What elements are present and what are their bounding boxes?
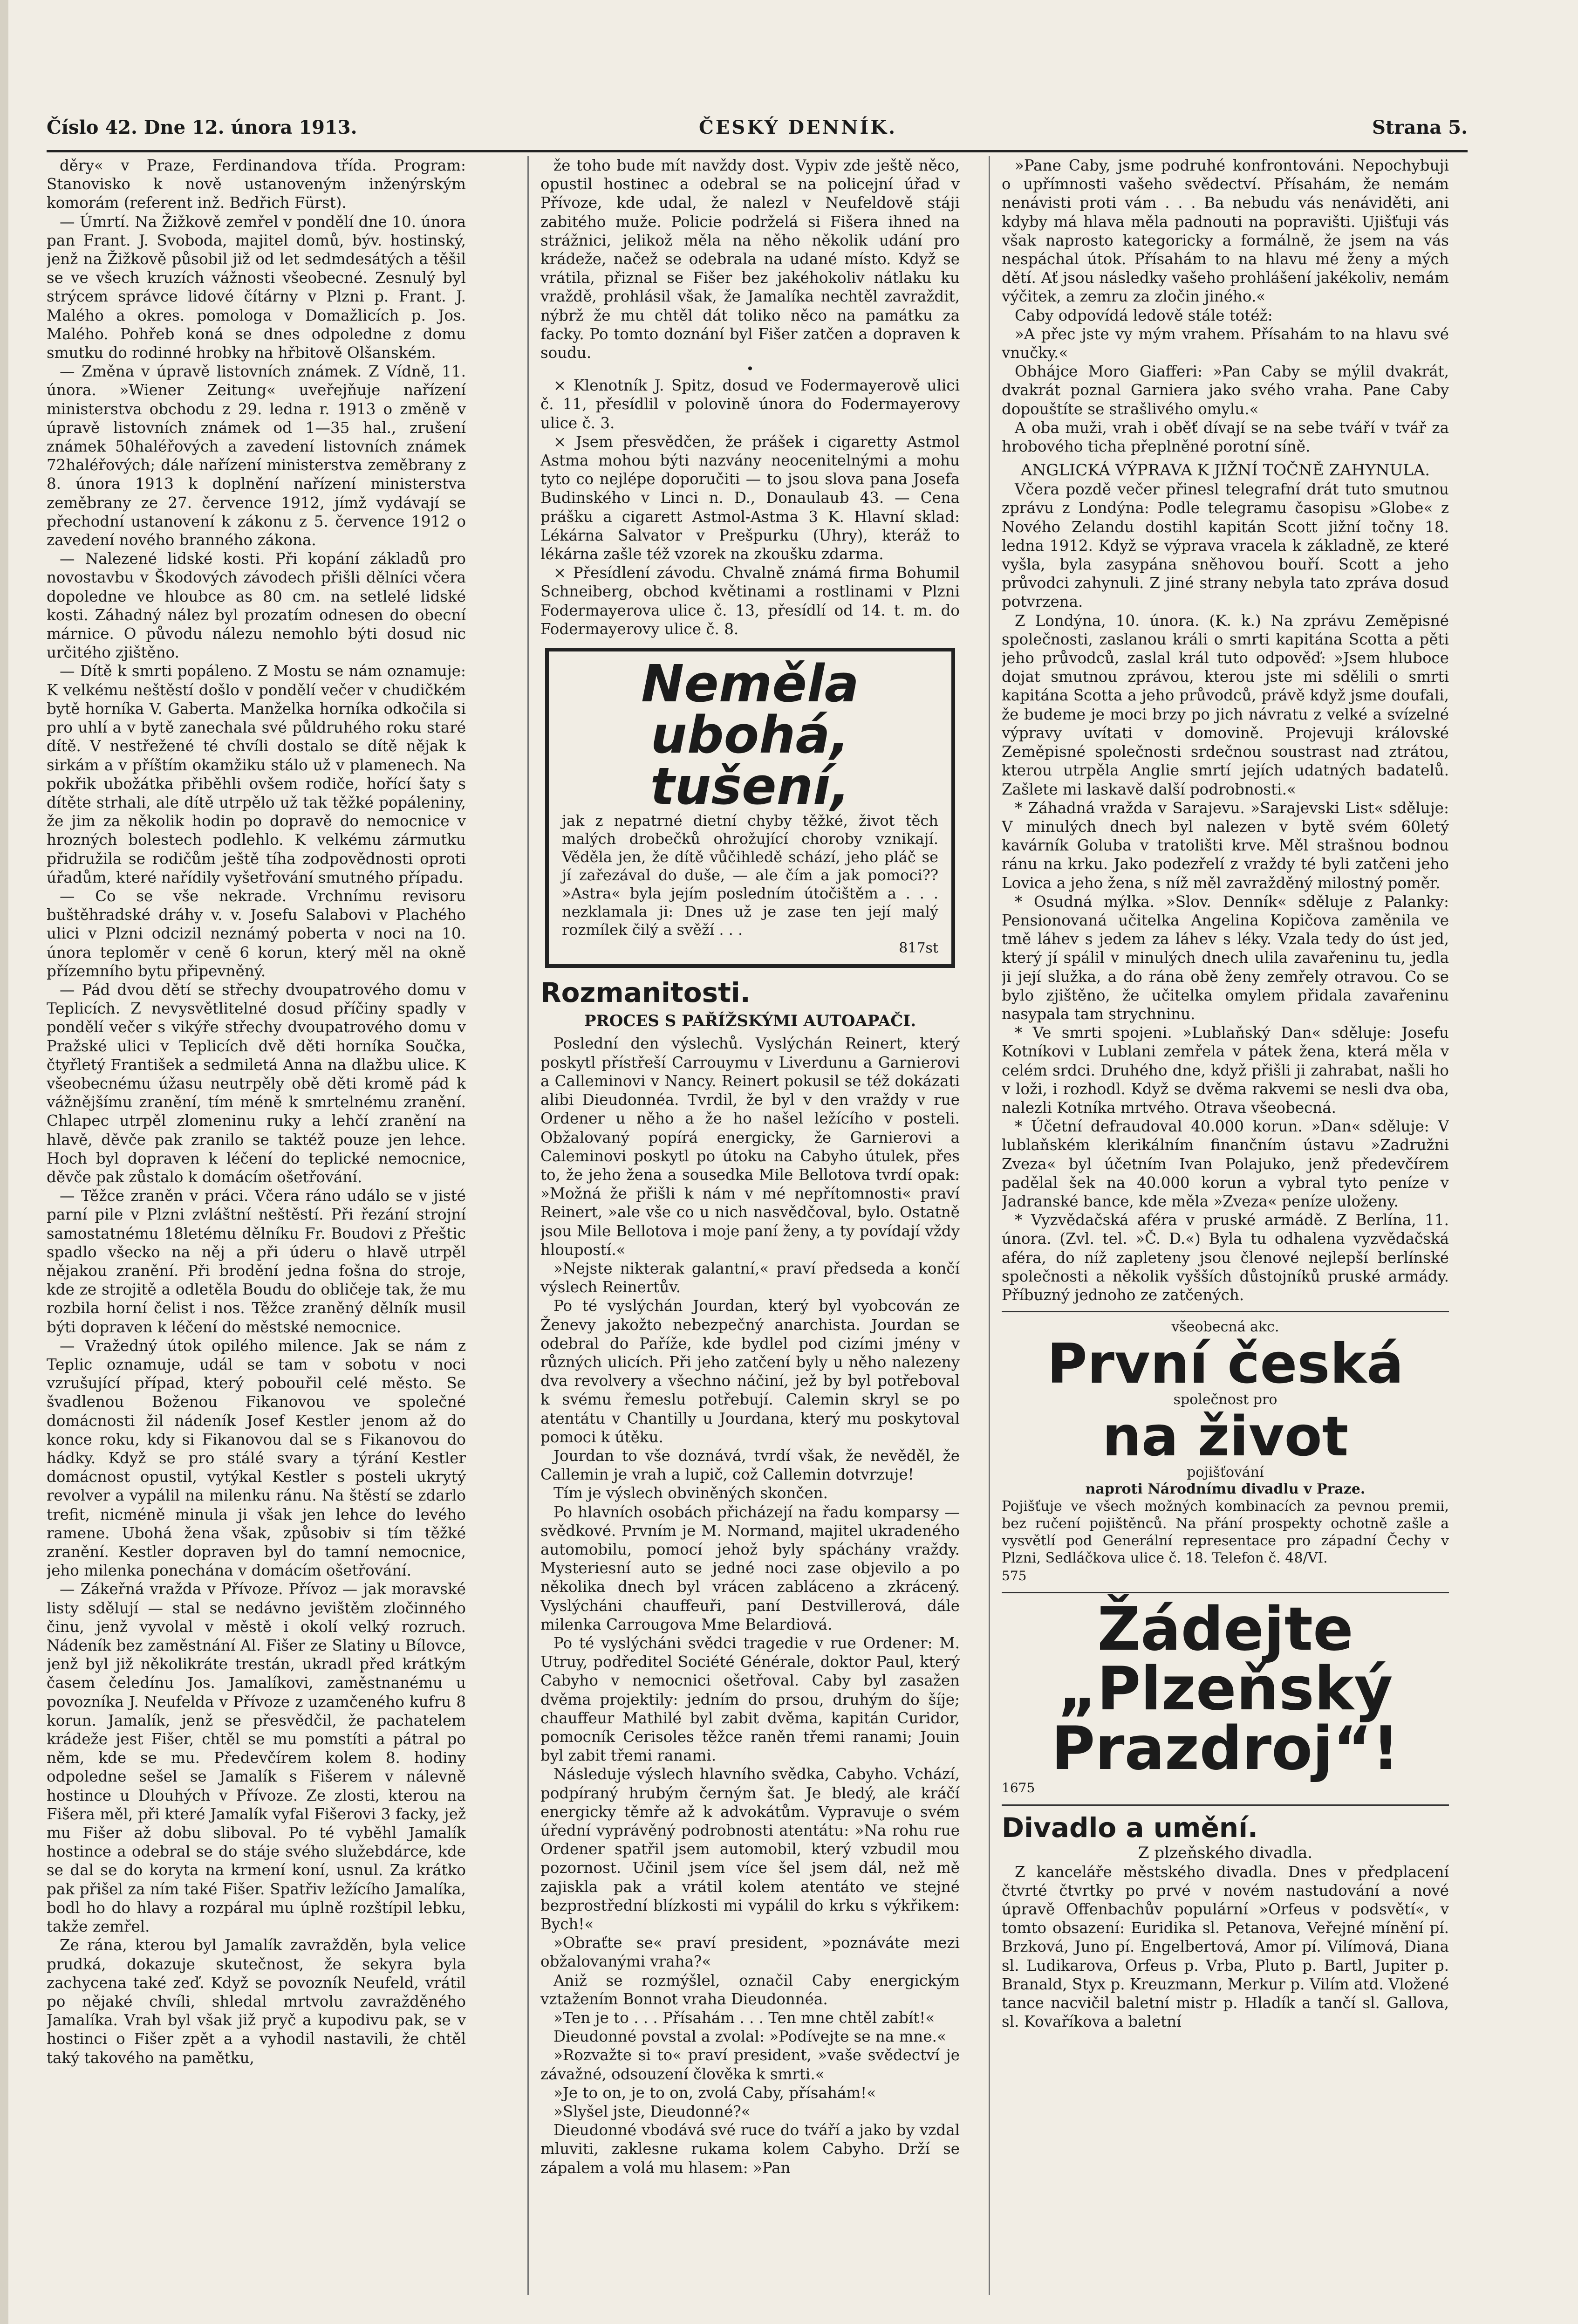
article-paragraph: * Ve smrti spojeni. »Lublaňský Dan« sděluje: Josefu Kotníkovi v Lublani zemřela v pátek žena, která měla v celém srdci. Druhého dne, když přišli ji zahrabat, našli ho v loži, i rozhodl. Když se dvěma rakvemi se nesli dva oba, nalezli Kotníka mrtvého. Otrava všeobecná. bbox=[1002, 1024, 1449, 1117]
divider bbox=[1002, 1804, 1449, 1806]
article-paragraph: Z kanceláře městského divadla. Dnes v předplacení čtvrté čtvrtky po prvé v novém nastudování a nové úpravě Offenbachův populární »Orfeus v podsvětí«, v tomto obsazení: Euridika sl. Petanova, Veřejné mínění pí. Brzková, Juno pí. Engelbertová, Amor pí. Vilímová, Diana sl. Ludikarova, Orfeus p. Vrba, Pluto p. Bartl, Jupiter p. Branald, Styx p. Kreuzmann, Merkur p. Vilím atd. Vložené tance nacvičil baletní mistr p. Hladík a tančí sl. Gallova, sl. Kovaříkova a baletní bbox=[1002, 1863, 1449, 2031]
insurance-advertisement bbox=[1002, 1319, 1449, 1585]
article-paragraph: — Dítě k smrti popáleno. Z Mostu se nám oznamuje: K velkému neštěstí došlo v pondělí večer v chudičkém bytě horníka V. Gaberta. Manželka horníka odkočila si pro uhlí a v bytě zanechala své půldruhého roku staré dítě. V nestřežené té chvíli dostalo se dítě nějak k sirkám a v příštím okamžiku stálo už v plamenech. Na pokřik ubožátka přiběhli ovšem rodiče, hořící šaty s dítěte strhali, ale dítě utrpělo už tak těžké popáleniny, že jim za několik hodin po dopravě do nemocnice v hrozných bolestech podlehlo. K velkému zármutku přidružila se rodičům ještě tíha zodpovědnosti oproti úřadům, které nařídily vyšetřování smutného případu. bbox=[47, 662, 466, 886]
article-paragraph: »Pane Caby, jsme podruhé konfrontováni. Nepochybuji o upřímnosti vašeho svědectví. Přísahám, že nemám nenávisti proti vám . . . Ba nebudu vás nenáviděti, ani kdyby má hlava měla padnouti na popravišti. Ujišťuji vás však naprosto kategoricky a formálně, že jsem na vás nespáchal útok. Přísahám to na hlavu mé ženy a mých dětí. Ať jsou následky vašeho prohlášení jakékoliv, nemám výčitek, a zemru za zločin jiného.« bbox=[1002, 157, 1449, 306]
article-paragraph: Dieudonné vbodává své ruce do tváří a jako by vzdal mluviti, zaklesne rukama kolem Cabyho. Drží se zápalem a volá mu hlasem: »Pan bbox=[540, 2121, 960, 2177]
article-paragraph: »Rozvažte si to« praví president, »vaše svědectví je závažné, odsouzení člověka k smrti.« bbox=[540, 2046, 960, 2083]
ad-code: 1675 bbox=[1002, 1780, 1035, 1796]
separator-mark: • bbox=[746, 361, 754, 377]
ad-text: Pojišťuje ve všech možných kombinacích za pevnou premii, bez ručení pojištěnců. Na přání prospekty ochotně zašle a vysvětlí pod Generální representace pro západní Čechy v Plzni, Sedláčkova ulice č. 18. Telefon č. 48/VI. bbox=[1002, 1498, 1449, 1567]
article-paragraph: »Nejste nikterak galantní,« praví předseda a končí výslech Reinertův. bbox=[540, 1259, 960, 1296]
article-paragraph: — Zákeřná vražda v Přívoze. Přívoz — jak moravské listy sdělují — stal se nedávno jevištěm zločinného činu, jenž vyvolal v městě i okolí velký rozruch. Nádeník bez zaměstnání Al. Fišer ze Slatiny u Bílovce, jenž byl již několikráte trestán, ukradl před krátkým časem čeledínu Jos. Jamalíkovi, zaměstnanému u povozníka J. Neufelda v Přívoze z uzamčeného kufru 8 korun. Jamalík, jenž se přesvědčil, že pachatelem krádeže jest Fišer, chtěl se mu pomstíti a pátral po něm, kde se mu. Předevčírem kolem 8. hodiny odpoledne sešel se Jamalík s Fišerem v nálevně hostince u Dlouhých v Přívoze. Ze zlosti, kterou na Fišera měl, při které Jamalík vyfal Fišerovi 3 facky, jež mu Fišer až dobu sliboval. Po té vyběhl Jamalík hostince a odebral se do stáje svého služebdárce, kde se dal se do koryta na krmení koní, usnul. Za krátko pak přišel za ním také Fišer. Spatřiv ležícího Jamalíka, bodl ho do hlavy a rozpáral mu úplně rozštípil lebku, takže zemřel. bbox=[47, 1580, 466, 1936]
section-heading: Rozmanitosti. bbox=[540, 977, 751, 1009]
newspaper-title: ČESKÝ DENNÍK. bbox=[699, 117, 897, 138]
article-paragraph: — Úmrtí. Na Žižkově zemřel v pondělí dne 10. února pan Frant. J. Svoboda, majitel domů, býv. hostinský, jenž na Žižkově působil již od let sedmdesátých a těšil se ve všech kruzích vážnosti všeobecné. Zesnulý byl strýcem správce lidové čítárny v Plzni p. Frant. J. Malého a okres. pomologa v Domažlicích p. Jos. Malého. Pohřeb koná se dnes odpoledne z domu smutku do rodinné hrobky na hřbitově Olšanském. bbox=[47, 213, 466, 362]
ad-headline: Prazdroj“! bbox=[1051, 1714, 1400, 1784]
column-2 bbox=[540, 156, 960, 2295]
page-number: Strana 5. bbox=[1372, 117, 1468, 138]
column-1 bbox=[47, 156, 466, 2295]
divider bbox=[1002, 1592, 1449, 1593]
article-paragraph: — Vražedný útok opilého milence. Jak se nám z Teplic oznamuje, udál se tam v sobotu v noci vzrušující případ, který pobouřil celé město. Se švadlenou Boženou Fikanovou ve společné domácnosti žil nádeník Josef Kestler jenom až do konce roku, kdy si Fikanovou dal se s Fikanovou do hádky. Když se pro stálé svary a týrání Kestler domácnost opustil, vytýkal Kestler s posteli ukrytý revolver a vypálil na milenku ránu. Na štěstí se zdarlo trefit, nicméně minula ji však jen lehce do levého ramene. Ubohá žena však, způsobiv si tím těžké zranění. Kestler dopraven byl do tamní nemocnice, jeho milenka ponechána v domácím ošetřování. bbox=[47, 1337, 466, 1580]
article-paragraph: Poslední den výslechů. Vyslýchán Reinert, který poskytl přístřeší Carrouymu v Liverdunu a Garnierovi a Calleminovi v Nancy. Reinert pokusil se též dokázati alibi Dieudonnéa. Tvrdil, že byl v den vraždy v rue Ordener u něho a že ho našel ležícího v posteli. Obžalovaný popírá energicky, že Garnierovi a Caleminovi poskytl po útoku na Cabyho útulek, přes to, že jeho žena a sousedka Mile Bellotova tvrdí opak: »Možná že přišli k nám v mé nepřítomnosti« praví Reinert, »ale vše co u nich nasvědčoval, bylo. Ostatně jsou Mile Bellotova i moje paní ženy, a ty povídají vždy hloupostí.« bbox=[540, 1035, 960, 1259]
notice-paragraph: × Klenotník J. Spitz, dosud ve Fodermayerově ulici č. 11, přesídlil v polovině února do Fodermayerovy ulice č. 3. bbox=[540, 377, 960, 432]
article-paragraph: — Změna v úpravě listovních známek. Z Vídně, 11. února. »Wiener Zeitung« uveřejňuje nařízení ministerstva obchodu z 29. ledna r. 1913 o změně v úpravě listovních známek od 1—35 hal., zrušení známek 50haléřových a zavedení listovních známek 72haléřových; dále nařízení ministerstva zeměbrany z 8. února 1913 k doplnění nařízení ministerstva zeměbrany ze 27. července 1912, jímž vydávají se přechodní ustanovení k zákonu z 5. července 1912 o zavedení nového branného zákona. bbox=[47, 363, 466, 549]
article-paragraph: Obhájce Moro Giafferi: »Pan Caby se mýlil dvakrát, dvakrát poznal Garniera jako svého vraha. Pane Caby dopouštíte se strašlivého omylu.« bbox=[1002, 363, 1449, 418]
article-paragraph: Po hlavních osobách přicházejí na řadu komparsy — svědkové. Prvním je M. Normand, majitel ukradeného automobilu, pomocí jehož byly spáchány vraždy. Mysteriesní auto se jedné noci zase objevilo a po několika dnech byl vrácen zabláceno a zkrácený. Vyslýcháni chauffeuři, paní Destvillerová, dále milenka Carrougova Mme Belardiová. bbox=[540, 1503, 960, 1633]
section-heading: Divadlo a umění. bbox=[1002, 1811, 1258, 1844]
article-paragraph: Jourdan to vše doznává, tvrdí však, že nevěděl, že Callemin je vrah a lupič, což Callemin dotvrzuje! bbox=[540, 1447, 960, 1484]
article-paragraph: že toho bude mít navždy dost. Vypiv zde ještě něco, opustil hostinec a odebral se na policejní úřad v Přívoze, kde udal, že nalezl v Neufeldově stáji zabitého muže. Policie podrželá si Fišera ihned na strážnici, jelikož měla na něho několik udání pro krádeže, načež se odebrala na udané místo. Když se vrátila, přiznal se Fišer bez jakéhokoliv nátlaku ku vraždě, prohlásil však, že Jamalíka nechtěl zavraždit, nýbrž že mu chtěl dát toliko něco na památku za facky. Po tomto doznání byl Fišer zatčen a dopraven k soudu. bbox=[540, 157, 960, 362]
article-paragraph: — Pád dvou dětí se střechy dvoupatrového domu v Teplicích. Z nevysvětlitelné dosud příčiny spadly v pondělí večer s vikýře střechy dvoupatrového domu v Pražské ulici v Teplicích dvě děti horníka Součka, čtyřletý František a sedmiletá Anna na dlažbu ulice. K všeobecnému úžasu neutrpěly obě děti kromě pád k vážnějšímu zranění, tím méně k smrtelnému zranění. Chlapec utrpěl zlomeninu ruky a lehčí zranění na hlavě, děvče pak zranilo se taktéž pouze jen lehce. Hoch byl dopraven k léčení do teplické nemocnice, děvče pak zůstalo k domácím ošetřování. bbox=[47, 980, 466, 1186]
prazdroj-advertisement bbox=[1002, 1595, 1449, 1797]
column-divider bbox=[527, 156, 529, 2295]
column-3 bbox=[1002, 156, 1449, 2295]
ad-headline: „Plzeňský bbox=[1058, 1654, 1393, 1724]
article-paragraph: »Obraťte se« praví president, »poznáváte mezi obžalovanými vraha?« bbox=[540, 1934, 960, 1971]
article-heading: ANGLICKÁ VÝPRAVA K JIŽNÍ TOČNĚ ZAHYNULA. bbox=[1020, 461, 1430, 480]
article-paragraph: Následuje výslech hlavního svědka, Cabyho. Vchází, podpíraný hrubým černým šat. Je bledý, ale kráčí energicky těmře až k advokátům. Vypravuje o svém úřední vyprávěný podrobnosti atentátu: »Na rohu rue Ordener spatřil jsem automobil, který vzbudil mou pozornost. Učinil jsem více šel jsem dál, než mě zajiskla pak a vrátil kolem atentáto ve stejné bezprostřední blízkosti mi vypálil do krku s výkřikem: Bych!« bbox=[540, 1765, 960, 1933]
page-header bbox=[47, 117, 1468, 152]
notice-paragraph: × Přesídlení závodu. Chvalně známá firma Bohumil Schneiberg, obchod květinami a rostlinami v Plzni Fodermayerova ulice č. 13, přesídlí od 14. t. m. do Fodermayerovy ulice č. 8. bbox=[540, 564, 960, 638]
ad-text: jak z nepatrné dietní chyby těžké, život těch malých drobečků ohrožující choroby vznikají. Věděla jen, že dítě vůčihledě schází, jeho pláč se jí zařezával do duše, — ale čím a jak pomoci?? »Astra« byla jejím posledním útočištěm a . . . nezklamala ji: Dnes už je zase ten její malý rozmílek čilý a svěží . . . bbox=[562, 812, 938, 939]
article-heading: Z plzeňského divadla. bbox=[1138, 1843, 1313, 1862]
ad-headline: Neměla ubohá, bbox=[641, 654, 859, 765]
article-paragraph: »A přec jste vy mým vrahem. Přísahám to na hlavu své vnučky.« bbox=[1002, 325, 1449, 362]
ad-line: naproti Národnímu divadlu v Praze. bbox=[1085, 1481, 1366, 1498]
ad-headline: První česká bbox=[1047, 1331, 1404, 1396]
astra-advertisement bbox=[545, 648, 955, 968]
article-paragraph: — Co se vše nekrade. Vrchnímu revisoru buštěhradské dráhy v. v. Josefu Salabovi v Plachého ulici v Plzni odcizil neznámý poberta v noci na 10. února teploměr v ceně 6 korun, který měl na okně přízemního bytu připevněný. bbox=[47, 887, 466, 980]
ad-headline: tušení, bbox=[650, 756, 850, 816]
ad-headline: Žádejte bbox=[1097, 1595, 1353, 1665]
article-paragraph: * Záhadná vražda v Sarajevu. »Sarajevski List« sděluje: V minulých dnech byl nalezen v bytě svém 60letý kavárník Goluba v tratolišti krve. Měl strašnou bodnou ránu na krku. Jako podezřelí z vraždy té byli zatčeni jeho Lovica a jeho žena, s níž měl zavražděný milostný poměr. bbox=[1002, 799, 1449, 892]
article-paragraph: Aniž se rozmýšlel, označil Caby energickým vztažením Bonnot vraha Dieudonnéa. bbox=[540, 1971, 960, 2008]
ad-code: 575 bbox=[1002, 1568, 1027, 1584]
article-paragraph: * Vyzvědačská aféra v pruské armádě. Z Berlína, 11. února. (Zvl. tel. »Č. D.«) Byla tu odhalena vyzvědačská aféra, do níž zapleteny jsou členové nejlepší berlínské společnosti a několik vyšších důstojníků pruské armády. Příbuzný jednoho ze zatčených. bbox=[1002, 1211, 1449, 1304]
article-paragraph: Z Londýna, 10. února. (K. k.) Na zprávu Zeměpisné společnosti, zaslanou králi o smrti kapitána Scotta a pěti jeho průvodců, zaslal král tuto odpověď: »Jsem hluboce dojat smutnou zprávou, kterou jste mi sdělili o smrti kapitána Scotta a jeho průvodců, právě když jsme doufali, že budeme je moci brzy po jich návratu z velké a svízelné výpravy uvítati v domovině. Projevuji královské Zeměpisné společnosti srdečnou soustrast nad ztrátou, kterou utrpěla Anglie smrtí jejích udatných badatelů. Zašlete mi laskavě další podrobnosti.« bbox=[1002, 611, 1449, 798]
article-paragraph: Dieudonné povstal a zvolal: »Podívejte se na mne.« bbox=[553, 2028, 946, 2046]
article-paragraph: »Ten je to . . . Přísahám . . . Ten mne chtěl zabít!« bbox=[553, 2009, 935, 2027]
divider bbox=[1002, 1311, 1449, 1312]
article-paragraph: »Slyšel jste, Dieudonné?« bbox=[553, 2103, 751, 2121]
ad-line: všeobecná akc. bbox=[1171, 1319, 1279, 1336]
article-paragraph: Ze rána, kterou byl Jamalík zavražděn, byla velice prudká, dokazuje skutečnost, že sekyra byla zachycena také zeď. Když se povozník Neufeld, vrátil po nějaké chvíli, shledal mrtvolu zavražděného Jamalíka. Vrah byl však již pryč a kupodivu pak, se v hostinci o Fišer zpět a a vyhodil nastavili, že chtěl taký takového na pamětku, bbox=[47, 1936, 466, 2067]
article-paragraph: — Nalezené lidské kosti. Při kopání základů pro novostavbu v Škodových závodech přišli dělníci včera dopoledne ve hloubce as 80 cm. na setlelé lidské kosti. Záhadný nález byl prozatím odnesen do obecní márnice. O původu nálezu nemohlo býti dosud nic určitého zjištěno. bbox=[47, 550, 466, 662]
article-paragraph: »Je to on, je to on, zvolá Caby, přísahám!« bbox=[553, 2084, 876, 2102]
article-paragraph: Po té vyslýcháni svědci tragedie v rue Ordener: M. Utruy, podředitel Société Générale, doktor Paul, který Cabyho v nemocnici ošetřoval. Caby byl zasažen dvěma projektily: jedním do prsou, druhým do šíje; chauffeur Mathilé byl zabit dvěma, kapitán Curidor, pomocník Cerisoles těžce raněn třemi ranami; Jouin byl zabit třemi ranami. bbox=[540, 1634, 960, 1765]
ad-headline: na život bbox=[1102, 1404, 1349, 1469]
notice-paragraph: × Jsem přesvědčen, že prášek i cigaretty Astmol Astma mohou býti nazvány neocenitelnými a mohu tyto co nejlépe doporučiti — to jsou slova pana Josefa Budinského v Linci n. D., Donaulaub 43. — Cena prášku a cigarett Astmol-Astma 3 K. Hlavní sklad: Lékárna Salvator v Prešpurku (Uhry), kteráž to lékárna zašle též vzorek na zkoušku zdarma. bbox=[540, 432, 960, 563]
article-heading: PROCES S PAŘÍŽSKÝMI AUTOAPAČI. bbox=[584, 1012, 916, 1031]
article-paragraph: Po té vyslýchán Jourdan, který byl vyobcován ze Ženevy jakožto nebezpečný anarchista. Jourdan se odebral do Paříže, kde bydlel pod cizími jmény v různých ulicích. Při jeho zatčení byly u něho nalezeny dva revolvery a všechno náčiní, jež by byl potřeboval k svému řemeslu potřebují. Calemin skryl se po atentátu v Chantilly u Jourdana, který mu poskytoval pomoci k útěku. bbox=[540, 1297, 960, 1446]
article-paragraph: * Osudná mýlka. »Slov. Denník« sděluje z Palanky: Pensionovaná učitelka Angelina Kopičova zaměnila ve tmě láhev s jedem za láhev s léky. Vzala tedy do úst jed, který jí spálil v minulých dnech ulila zavařeninu tu, jedla ji její služka, a do rána obě ženy zemřely otravou. Co se bylo zjištěno, že učitelka omylem přidala zavařeninu nasypala tam strychninu. bbox=[1002, 892, 1449, 1023]
article-paragraph: * Účetní defraudoval 40.000 korun. »Dan« sděluje: V lublaňském klerikálním finančním ústavu »Zadružni Zveza« byl účetním Ivan Polajuko, jenž předevčírem padělal šek na 40.000 korun a vybral tyto peníze v Jadranské bance, kde měla »Zveza« peníze uloženy. bbox=[1002, 1117, 1449, 1210]
column-divider bbox=[989, 156, 990, 2295]
page-fold-edge bbox=[0, 0, 8, 2324]
article-paragraph: děry« v Praze, Ferdinandova třída. Program: Stanovisko k nově ustanoveným inženýrským komorám (referent inž. Bedřich Fürst). bbox=[47, 157, 466, 212]
article-paragraph: Tím je výslech obviněných skončen. bbox=[553, 1484, 828, 1502]
article-paragraph: A oba muži, vrah i oběť dívají se na sebe tváří v tvář za hrobového ticha přeplněné porotní síně. bbox=[1002, 418, 1449, 456]
issue-number-date: Číslo 42. Dne 12. února 1913. bbox=[47, 117, 357, 138]
article-paragraph: Caby odpovídá ledově stále totéž: bbox=[1015, 306, 1273, 324]
ad-line: společnost pro bbox=[1173, 1392, 1277, 1408]
ad-line: pojišťování bbox=[1187, 1464, 1264, 1481]
article-paragraph: — Těžce zraněn v práci. Včera ráno událo se v jisté parní pile v Plzni zvláštní neštěstí. Při řezání strojní samostatnému 18letému dělníku Fr. Boudovi z Přeštic spadlo všecko na něj a při úderu o hlavě utrpěl nějakou zranění. Při brodění jedna fošna do stroje, kde ze strojitě a odletěla Boudu do obličeje tak, že mu rozbila horní čelist i nos. Těžce zraněný dělník musil býti dopraven k léčení do městské nemocnice. bbox=[47, 1187, 466, 1336]
article-paragraph: Včera pozdě večer přinesl telegrafní drát tuto smutnou zprávu z Londýna: Podle telegramu časopisu »Globe« z Nového Zelandu dostihl kapitán Scott jižní točny 18. ledna 1912. Když se výprava vracela k základně, ze které vyšla, byla zasypána sněhovou bouří. Scott a jeho průvodci zahynuli. Z jiné strany nebyla tato zpráva dosud potvrzena. bbox=[1002, 480, 1449, 611]
ad-code: 817st bbox=[899, 940, 938, 957]
